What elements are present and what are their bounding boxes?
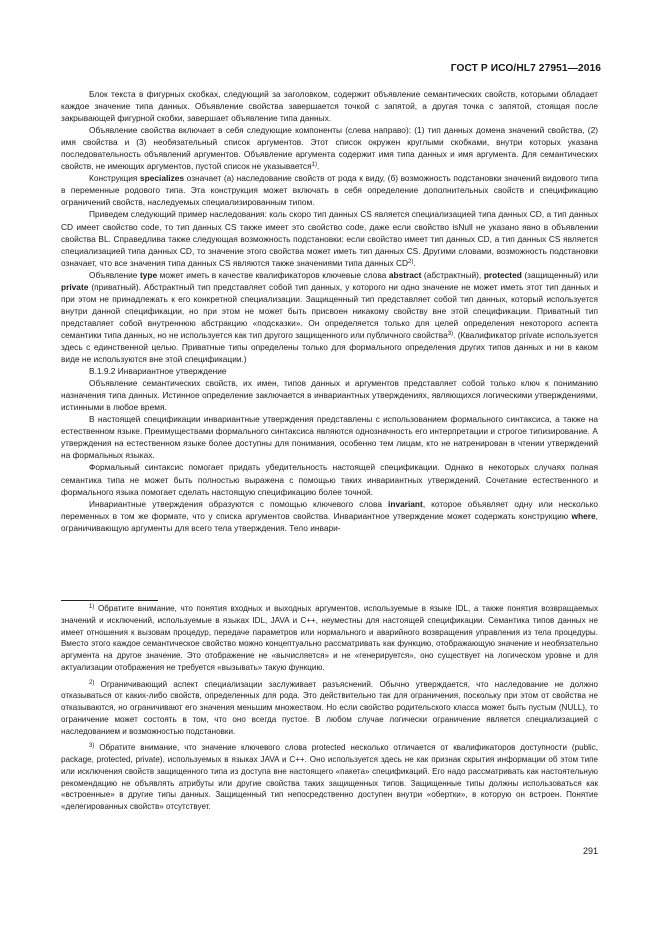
keyword: type [139, 269, 158, 280]
footnote: $^{2)}$ Ограничивающий аспект специализации заслуживает разъяснений. Обычно утверждается, что наследование не должно отказываться от каких-либо свойств, определенных для рода. Это действительно так для ограничения, поскольку при этом от свойства не отказываются, но ограничивают его значения меньшим множеством. Но если свойство родительского класса может быть пустым (NULL), то ограничение может состоять в том, что оно всегда пустое. В любом случае логически ограничение является специализацией с наследованием и возможностью подстановки. [61, 679, 598, 736]
footnote-divider [61, 600, 158, 601]
keyword: protected [483, 269, 522, 280]
keyword: where [571, 510, 596, 521]
keyword: invariant [388, 498, 423, 509]
paragraph: Объявление свойства включает в себя следующие компоненты (слева направо): (1) тип данных домена значений свойства, (2) имя свойства и (3) необязательный список аргументов. Этот список окружен круглыми скобками, внутри которых указана последовательность объявлений аргументов. Объявление аргумента содержит имя типа данных и имя аргумента. Для семантических свойств, не имеющих аргументов, пустой список не указывается$^{1)}$. [61, 125, 598, 172]
paragraph: В настоящей спецификации инвариантные утверждения представлены с использованием формального синтаксиса, а также на естественном языке. Преимуществами формального синтаксиса являются однозначность его интерпретации и строгое типизирование. А утверждения на естественном языке более доступны для понимания, особенно тем лицам, кто не натренирован в чтении утверждений на формальных языках. [61, 414, 598, 461]
paragraph: Объявление type может иметь в качестве квалификаторов ключевые слова abstract (абстрактный), protected (защищенный) или private (приватный). Абстрактный тип представляет собой тип данных, у которого ни одно значение не может иметь этот тип данных и при этом не принадлежать к его конкретной специализации. Защищенный тип представляет собой тип данных, который используется внутри данной спецификации, но при этом не может быть присвоен никакому свойству вне этой спецификации. Приватный тип представляет собой внутреннюю абстракцию «подсказки». Он определяется только для целей определения некоторого аспекта семантики типа данных, но не используется как тип другого защищенного или публичного свойства$^{3)}$. (Квалификатор private используется здесь с единственной целью. Приватные типы определены только для формального определения других типов данных и ни в каком виде не используются вне этой спецификации.) [61, 269, 598, 365]
keyword: private [61, 281, 89, 292]
footnote-ref: 1) [311, 162, 317, 169]
footnote-mark: 2) [89, 679, 95, 686]
paragraph: Приведем следующий пример наследования: коль скоро тип данных CS является специализацией типа данных CD, а тип данных CD имеет свойство code, то тип данных CS также имеет это свойство code, даже если свойство isNull не указано явно в объявлении свойства BL. Справедлива также следующая возможность подстановки: если свойство имеет тип данных CD, а тип данных CS является специализацией типа данных CD, то значение этого свойства может иметь тип данных CS. Другими словами, возможность подстановки означает, что все значения типа данных CS являются также значениями типа данных CD$^{2)}$. [61, 209, 598, 268]
footnote-mark: 3) [89, 743, 95, 750]
keyword: specializes [140, 173, 185, 184]
page-number: 291 [582, 846, 598, 856]
footnote-ref: 3) [447, 330, 454, 337]
footnotes [61, 603, 598, 818]
footnote: $^{1)}$ Обратите внимание, что понятия входных и выходных аргументов, используемые в языке IDL, а также понятия возвращаемых значений и исключений, используемые в языках IDL, JAVA и C++, неуместны для настоящей спецификации. Семантика типов данных не имеет отношения к вызовам процедур, передаче параметров или нормального и аварийного возвращения управления из тела процедуры. Вместо этого каждое семантическое свойство можно концептуально рассматривать как функцию, отображающую значение и необязательно аргумента на другое значение. Это отображение не «вычисляется» и не «генерируется», оно существует на логическом уровне и для актуализации отображения не требуется «вызывать» такую функцию. [61, 604, 598, 672]
document-header: ГОСТ Р ИСО/HL7 27951—2016 [450, 63, 601, 74]
paragraph: Формальный синтаксис помогает придать убедительность настоящей спецификации. Однако в некоторых случаях полная семантика типа не может быть полностью выражена с помощью таких инвариантных утверждений. Сочетание естественного и формального языка помогает сделать настоящую спецификацию более точной. [61, 462, 598, 497]
paragraph: Объявление семантических свойств, их имен, типов данных и аргументов представляет собой только ключ к пониманию назначения типа данных. Истинное определение заключается в инвариантных утверждениях, являющихся логическими утверждениями, истинными в любое время. [61, 378, 598, 413]
keyword: abstract [388, 269, 422, 280]
section-heading: B.1.9.2 Инвариантное утверждение [89, 366, 227, 377]
footnote-ref: 2) [408, 258, 414, 265]
footnote-mark: 1) [89, 604, 95, 610]
footnote: $^{3)}$ Обратите внимание, что значение ключевого слова protected несколько отличается от квалификаторов доступности (public, package, protected, private), используемых в языках JAVA и C++. Оно используется здесь не как признак скрытия информации об этом типе или исключения свойств защищенного типа из доступа вне настоящего «пакета» спецификаций. Его надо рассматривать как настоятельную рекомендацию не объявлять атрибуты или другие свойства таких защищенных типов. Защищенные типы должны использоваться как «встроенные» в другие типы данных. Защищенный тип непосредственно доступен внутри «обертки», в которую он встроен. Понятие «делегированных свойств» отсутствует. [61, 743, 598, 811]
main-text [61, 88, 598, 534]
paragraph: Инвариантные утверждения образуются с помощью ключевого слова invariant, которое объявляет одну или несколько переменных в том же формате, что у списка аргументов свойства. Инвариантное утверждение может содержать конструкцию where, ограничивающую аргументы для всего тела утверждения. Тело инвари- [61, 498, 598, 533]
paragraph: Конструкция specializes означает (а) наследование свойств от рода к виду, (б) возможность подстановки значений видового типа в переменные родового типа. Эта конструкция может включать в себя определение дополнительных свойств и спецификацию ограничений свойств, наследуемых специализированным типом. [61, 173, 598, 208]
paragraph: Блок текста в фигурных скобках, следующий за заголовком, содержит объявление семантических свойств, которыми обладает каждое значение типа данных. Объявление свойства завершается точкой с запятой, а другая точка с запятой, стоящая после закрывающей фигурной скобки, завершает объявление типа данных. [61, 89, 598, 124]
